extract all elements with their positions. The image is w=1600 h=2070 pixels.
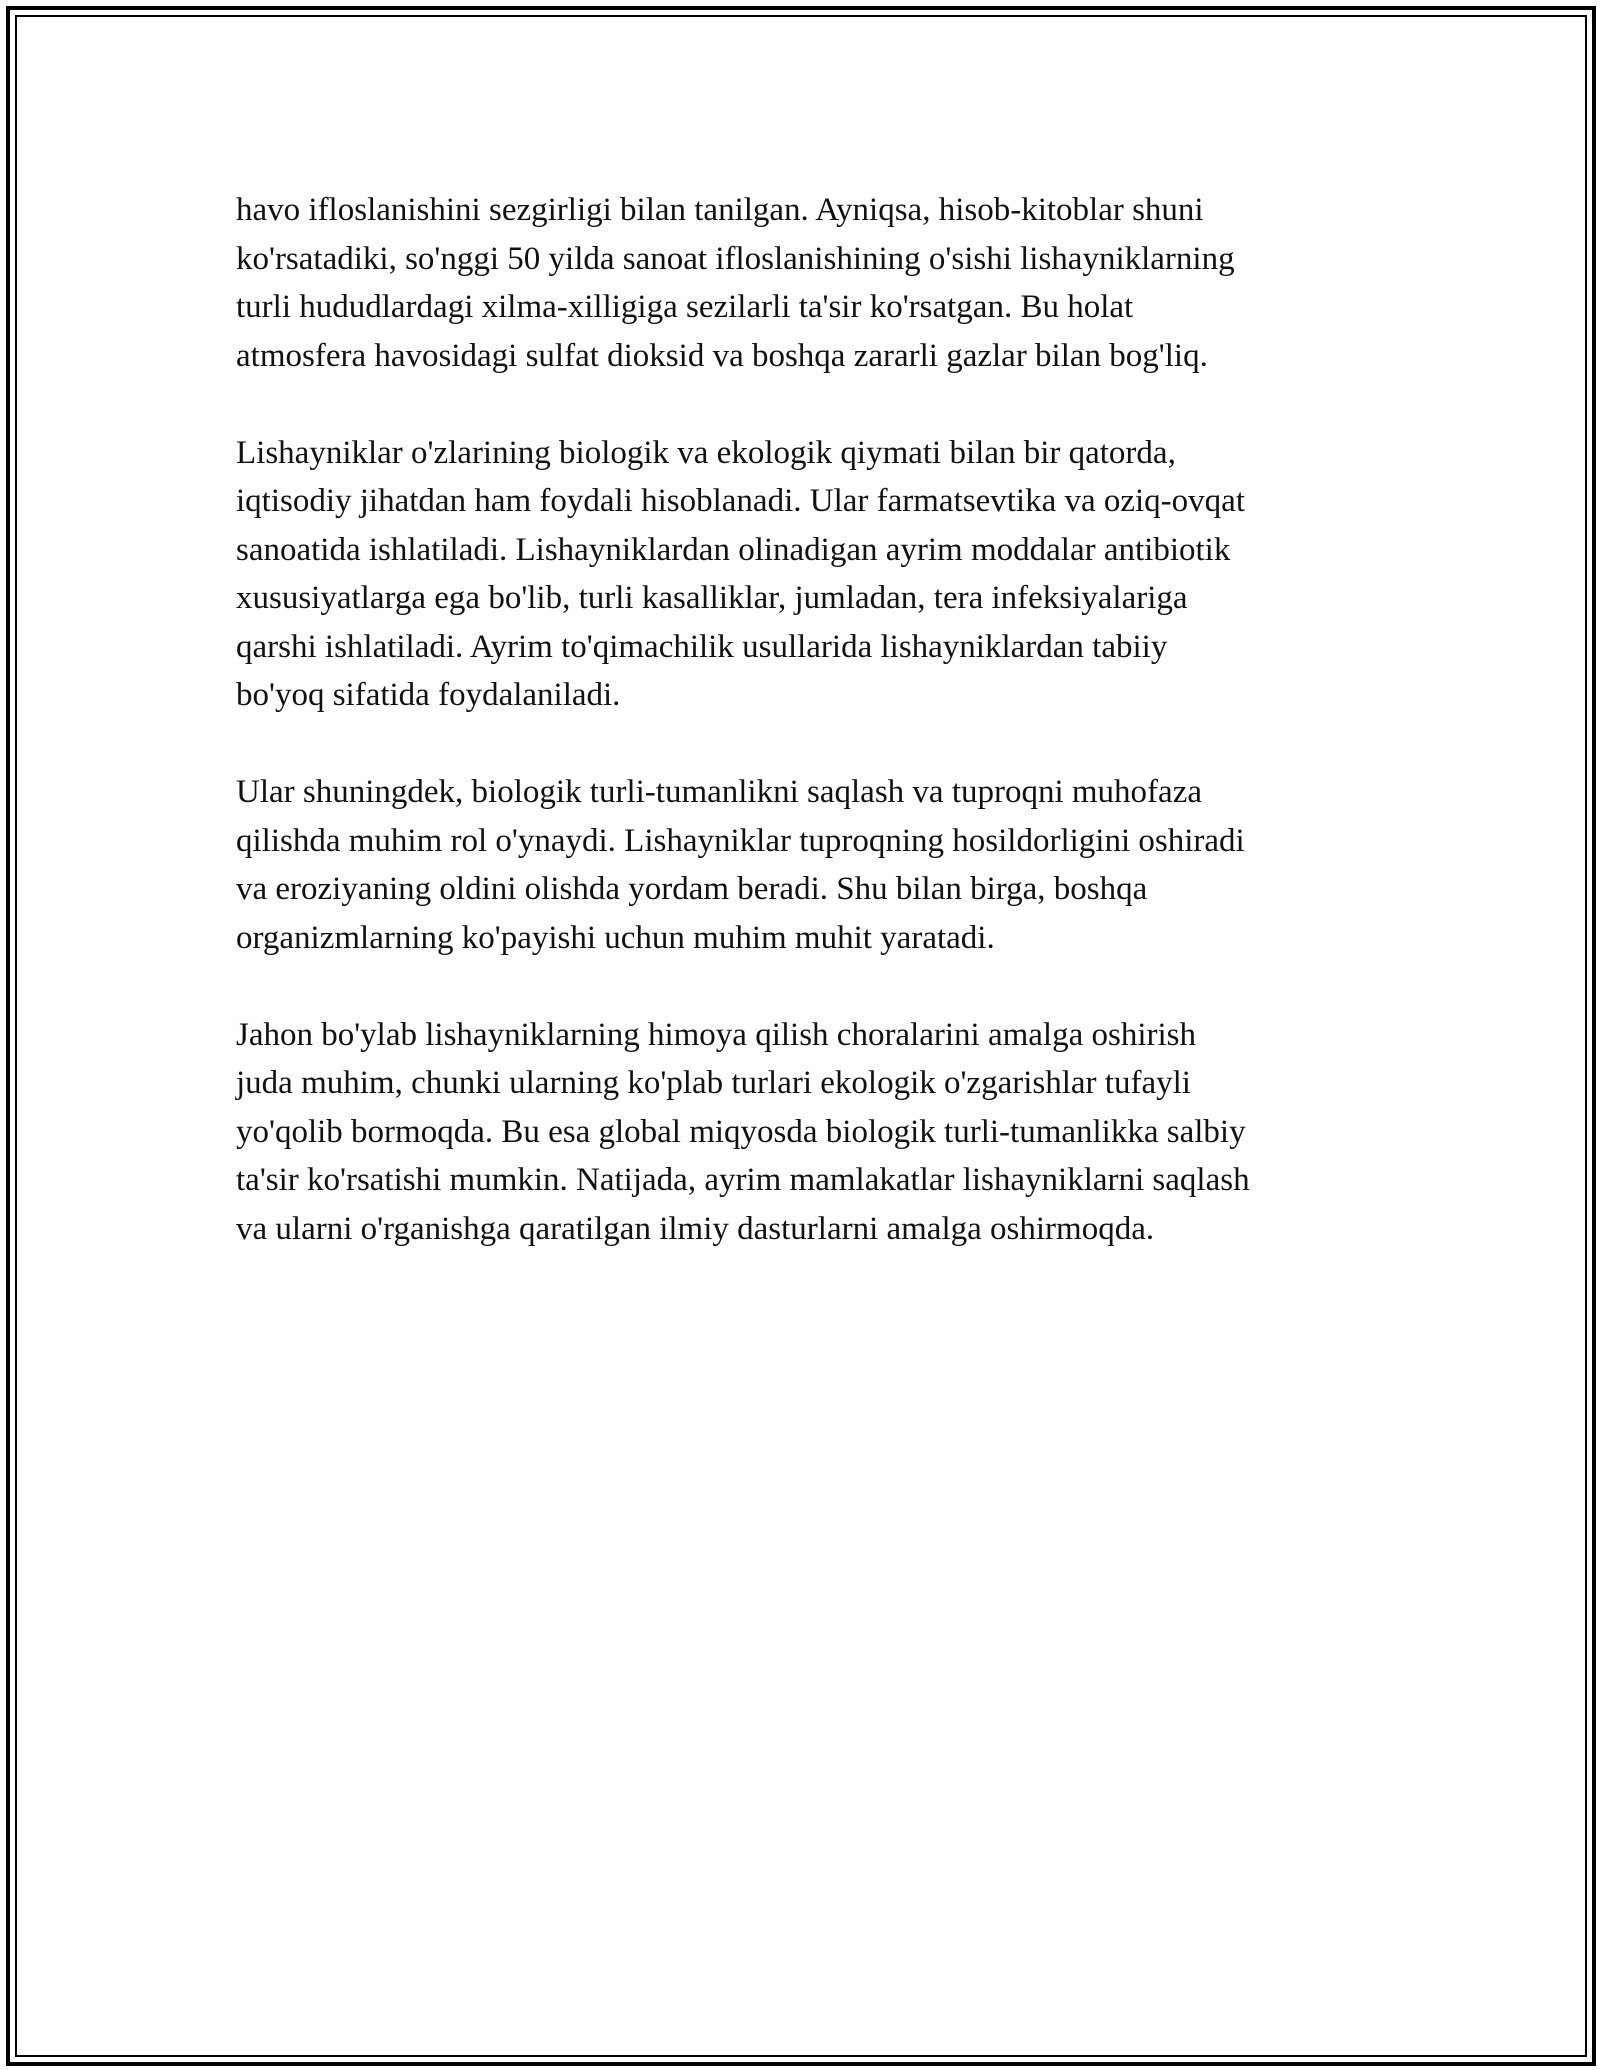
text-line: qarshi ishlatiladi. Ayrim to'qimachilik usullarida lishayniklardan tabiiy	[236, 628, 1168, 665]
text-line: ko'rsatadiki, so'nggi 50 yilda sanoat ifloslanishining o'sishi lishayniklarning	[236, 240, 1235, 277]
paragraph-1	[236, 186, 1396, 380]
text-line: turli hududlardagi xilma-xilligiga sezilarli ta'sir ko'rsatgan. Bu holat	[236, 289, 1134, 325]
paragraph-2	[236, 429, 1396, 720]
text-line: iqtisodiy jihatdan ham foydali hisoblanadi. Ular farmatsevtika va oziq-ovqat	[236, 483, 1245, 519]
text-line: organizmlarning ko'payishi uchun muhim muhit yaratadi.	[236, 919, 995, 956]
text-line: havo ifloslanishini sezgirligi bilan tanilgan. Ayniqsa, hisob-kitoblar shuni	[236, 192, 1204, 228]
text-line: atmosfera havosidagi sulfat dioksid va boshqa zararli gazlar bilan bog'liq.	[236, 337, 1208, 374]
text-line: Lishayniklar o'zlarining biologik va ekologik qiymati bilan bir qatorda,	[236, 434, 1176, 471]
text-line: xususiyatlarga ega bo'lib, turli kasalliklar, jumladan, tera infeksiyalariga	[236, 580, 1188, 616]
document-body	[236, 186, 1396, 1302]
text-line: juda muhim, chunki ularning ko'plab turlari ekologik o'zgarishlar tufayli	[236, 1065, 1191, 1101]
text-line: yo'qolib bormoqda. Bu esa global miqyosda biologik turli-tumanlikka salbiy	[236, 1113, 1246, 1150]
text-line: ta'sir ko'rsatishi mumkin. Natijada, ayrim mamlakatlar lishayniklarni saqlash	[236, 1162, 1250, 1198]
text-line: va ularni o'rganishga qaratilgan ilmiy dasturlarni amalga oshirmoqda.	[236, 1210, 1155, 1247]
text-line: qilishda muhim rol o'ynaydi. Lishayniklar tuproqning hosildorligini oshiradi	[236, 822, 1245, 859]
paragraph-3	[236, 768, 1396, 962]
paragraph-4	[236, 1011, 1396, 1254]
text-line: va eroziyaning oldini olishda yordam beradi. Shu bilan birga, boshqa	[236, 871, 1148, 907]
text-line: Ular shuningdek, biologik turli-tumanlikni saqlash va tuproqni muhofaza	[236, 774, 1202, 810]
text-line: bo'yoq sifatida foydalaniladi.	[236, 677, 621, 713]
text-line: Jahon bo'ylab lishayniklarning himoya qilish choralarini amalga oshirish	[236, 1016, 1197, 1053]
text-line: sanoatida ishlatiladi. Lishayniklardan olinadigan ayrim moddalar antibiotik	[236, 531, 1231, 568]
